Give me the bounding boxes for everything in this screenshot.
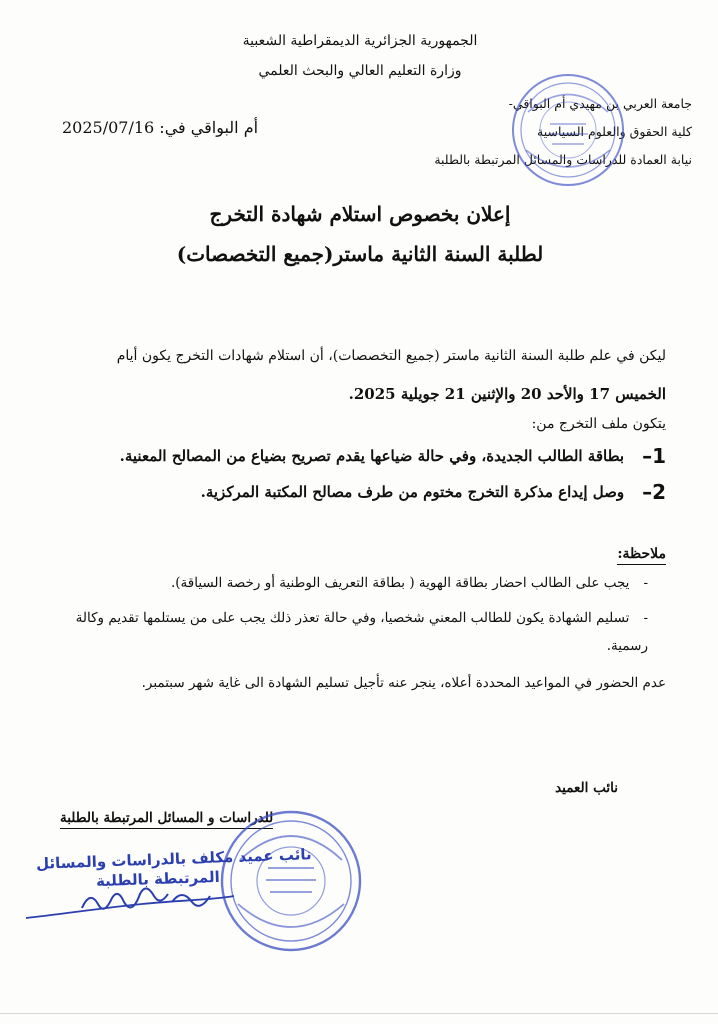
office-name: نيابة العمادة للدراسات والمسائل المرتبطة بالطلبة [434,152,692,167]
body-dates: الخميس 17 والأحد 20 والإثنين 21 جويلية 2025. [348,385,666,403]
list-item [120,444,666,468]
file-intro: يتكون ملف التخرج من: [531,416,666,432]
stamp-text-line1: نائب عميد مكلف بالدراسات والمسائل [35,845,312,873]
announcement-subtitle: لطلبة السنة الثانية ماستر(جميع التخصصات) [176,242,544,266]
stamp-text-line2: المرتبطة بالطلبة [95,867,220,891]
item-text: بطاقة الطالب الجديدة، وفي حالة ضياعها يقدم تصريح بضياع من المصالح المعنية. [119,447,625,465]
signatory-title: نائب العميد [555,780,618,796]
item-number: 1– [642,444,666,468]
document-date: أم البواقي في: 2025/07/16 [62,118,259,137]
university-name: جامعة العربي بن مهيدي أم البواقي- [508,96,692,111]
faculty-name: كلية الحقوق والعلوم السياسية [537,124,692,139]
republic-header: الجمهورية الجزائرية الديمقراطية الشعبية [242,33,478,49]
note-bullet-text: تسليم الشهادة يكون للطالب المعني شخصيا، وفي حالة تعذر ذلك يجب على من يستلمها تقديم وكالة رسمية. [75,610,648,654]
item-text: وصل إيداع مذكرة التخرج مختوم من طرف مصالح المكتبة المركزية. [200,483,625,501]
note-bullet: -يجب على الطالب احضار بطاقة الهوية ( بطاقة التعريف الوطنية أو رخصة السياقة). [170,575,648,591]
notes-heading: ملاحظة: [617,546,666,565]
note-bullet-text: يجب على الطالب احضار بطاقة الهوية ( بطاقة التعريف الوطنية أو رخصة السياقة). [170,575,630,591]
list-item [201,480,666,504]
body-intro: ليكن في علم طلبة السنة الثانية ماستر (جميع التخصصات)، أن استلام شهادات التخرج يكون أيام [116,348,666,364]
signatory-office: للدراسات و المسائل المرتبطة بالطلبة [60,810,273,829]
item-number: 2– [642,480,666,504]
notes-footer: عدم الحضور في المواعيد المحددة أعلاه، ينجر عنه تأجيل تسليم الشهادة الى غاية شهر سبتمبر. [141,675,666,691]
handwritten-signature [22,878,242,926]
page-edge [0,1013,718,1014]
ministry-header: وزارة التعليم العالي والبحث العلمي [258,63,462,79]
announcement-title: إعلان بخصوص استلام شهادة التخرج [209,202,511,226]
note-bullet: -تسليم الشهادة يكون للطالب المعني شخصيا، وفي حالة تعذر ذلك يجب على من يستلمها تقديم وكالة رسمية. [75,610,648,654]
